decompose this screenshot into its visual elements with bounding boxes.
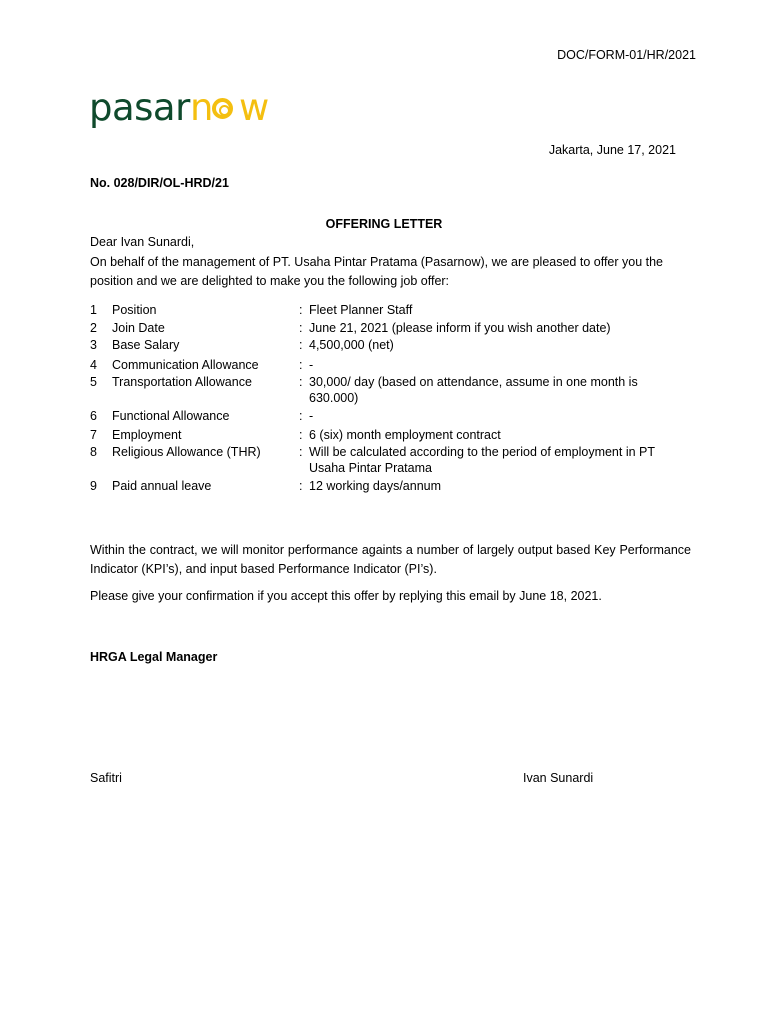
item-number: 3 (90, 338, 97, 352)
logo-letter-w: w (239, 86, 270, 129)
item-label: Join Date (112, 321, 165, 335)
reference-number: No. 028/DIR/OL-HRD/21 (90, 176, 229, 190)
item-value: 4,500,000 (net) (309, 338, 394, 352)
item-separator: : (299, 321, 303, 335)
place-date: Jakarta, June 17, 2021 (548, 143, 676, 157)
logo-target-icon (212, 98, 233, 119)
item-label: Employment (112, 428, 182, 442)
item-number: 9 (90, 479, 97, 493)
item-label: Base Salary (112, 338, 180, 352)
item-separator: : (299, 358, 303, 372)
item-number: 8 (90, 445, 97, 459)
item-number: 6 (90, 409, 97, 423)
item-value: Fleet Planner Staff (309, 303, 413, 317)
item-label: Paid annual leave (112, 479, 212, 493)
salutation: Dear Ivan Sunardi, (90, 235, 195, 249)
item-separator: : (299, 445, 303, 459)
item-value: 30,000/ day (based on attendance, assume in one month is 630.000) (309, 375, 638, 405)
item-separator: : (299, 303, 303, 317)
signer-title: HRGA Legal Manager (90, 650, 218, 664)
letter-title: OFFERING LETTER (325, 217, 443, 231)
company-logo (89, 88, 274, 134)
confirmation-text: Please give your confirmation if you accept this offer by replying this email by June 18, 2021. (90, 589, 602, 603)
item-label: Transportation Allowance (112, 375, 252, 389)
item-number: 2 (90, 321, 97, 335)
item-label: Communication Allowance (112, 358, 259, 372)
signature-left-name: Safitri (90, 771, 122, 785)
item-value: June 21, 2021 (please inform if you wish another date) (309, 321, 611, 335)
item-number: 7 (90, 428, 97, 442)
logo-letter-n: n (190, 86, 214, 129)
item-label: Position (112, 303, 157, 317)
item-separator: : (299, 409, 303, 423)
item-number: 5 (90, 375, 97, 389)
logo-text-pasar: pasar (89, 86, 190, 129)
item-label: Religious Allowance (THR) (112, 445, 261, 459)
signature-right-name: Ivan Sunardi (523, 771, 594, 785)
item-value: 6 (six) month employment contract (309, 428, 501, 442)
item-value: 12 working days/annum (309, 479, 442, 493)
intro-paragraph: On behalf of the management of PT. Usaha Pintar Pratama (Pasarnow), we are pleased to offer you the position and we are delighted to make you the following job offer: (90, 255, 664, 288)
item-number: 1 (90, 303, 97, 317)
item-value: - (309, 358, 314, 372)
item-separator: : (299, 479, 303, 493)
item-value: - (309, 409, 314, 423)
closing-paragraph: Within the contract, we will monitor performance againts a number of largely output based Key Performance Indicator (KPI’s), and input based Performance Indicator (PI’s). (90, 543, 691, 576)
item-value: Will be calculated according to the period of employment in PT Usaha Pintar Pratama (309, 445, 655, 475)
item-label: Functional Allowance (112, 409, 230, 423)
item-number: 4 (90, 358, 97, 372)
item-separator: : (299, 375, 303, 389)
document-reference: DOC/FORM-01/HR/2021 (557, 48, 696, 62)
item-separator: : (299, 428, 303, 442)
item-separator: : (299, 338, 303, 352)
